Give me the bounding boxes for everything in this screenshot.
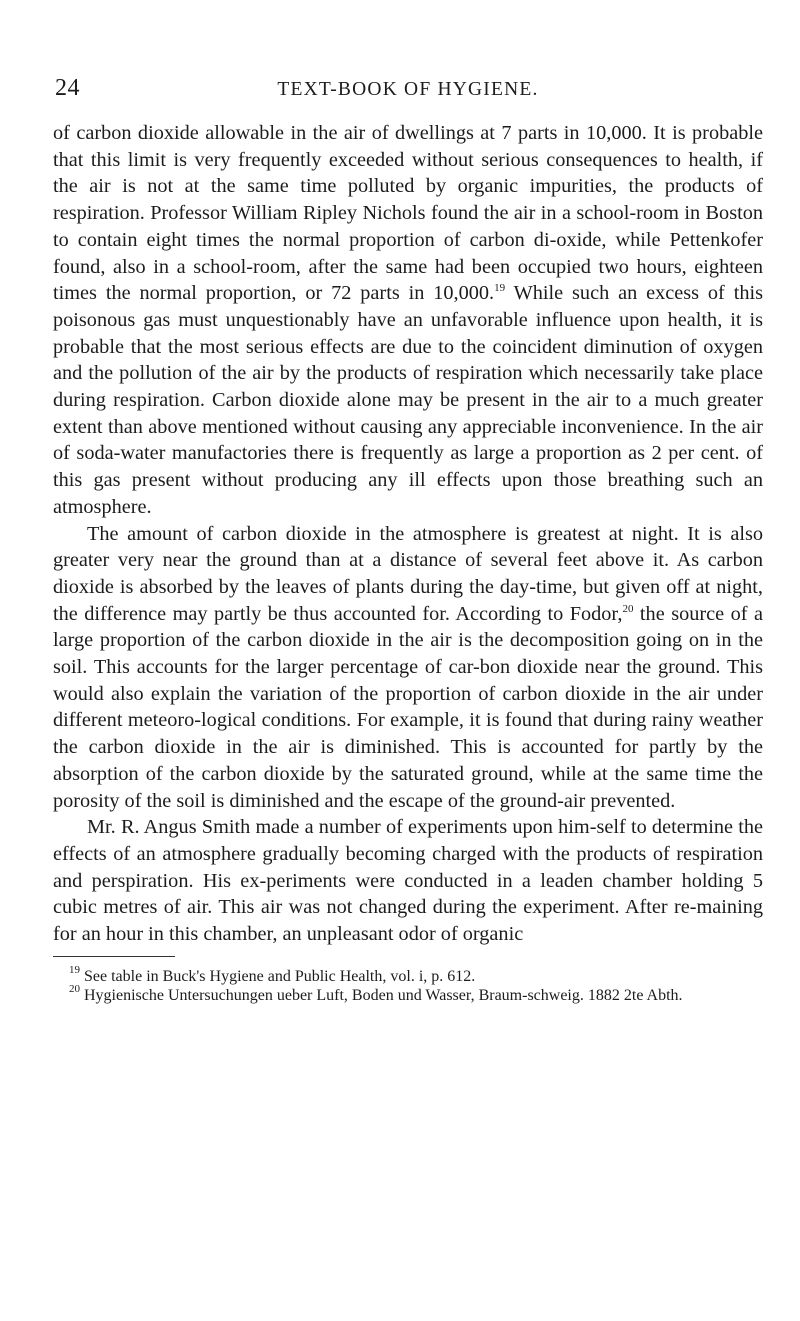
footnote-ref-20: 20 <box>622 602 634 615</box>
paragraph-1-text-b: While such an excess of this poisonous gas must unquestionably have an unfavorable influence upon health, it is probable that the most serious effects are due to the coincident diminution of oxygen and the pollution of the air by the products of respiration which necessarily take place during respiration. Carbon dioxide alone may be present in the air to a much greater extent than above mentioned without causing any appreciable inconvenience. In the air of soda-water manufactories there is frequently as large a proportion as 2 per cent. of this gas present without producing any ill effects upon those breathing such an atmosphere. <box>53 282 763 518</box>
footnote-text: Hygienische Untersuchungen ueber Luft, Boden und Wasser, Braum-schweig. 1882 2te Abth. <box>84 986 683 1004</box>
footnote-marker: 20 <box>69 982 80 995</box>
footnote-19 <box>53 963 763 986</box>
paragraph-3: Mr. R. Angus Smith made a number of experiments upon him-self to determine the effects of an atmosphere gradually becoming charged with the products of respiration and perspiration. His ex-periments were conducted in a leaden chamber holding 5 cubic metres of air. This air was not changed during the experiment. After re-maining for an hour in this chamber, an unpleasant odor of organic <box>53 816 763 946</box>
paragraph-2-text-b: the source of a large proportion of the carbon dioxide in the air is the decomposition going on in the soil. This accounts for the larger percentage of car-bon dioxide near the ground. This would also explain the variation of the proportion of carbon dioxide in the air under different meteoro-logical conditions. For example, it is found that during rainy weather the carbon dioxide in the air is diminished. This is accounted for partly by the absorption of the carbon dioxide by the saturated ground, while at the same time the porosity of the soil is diminished and the escape of the ground-air prevented. <box>53 602 763 812</box>
body-text <box>53 120 763 948</box>
page-number: 24 <box>55 75 80 101</box>
footnote-marker: 19 <box>69 963 80 976</box>
paragraph-2 <box>53 521 763 815</box>
footnote-text: See table in Buck's Hygiene and Public Health, vol. i, p. 612. <box>84 967 476 985</box>
paragraph-2-text-a: The amount of carbon dioxide in the atmosphere is greatest at night. It is also greater very near the ground than at a distance of several feet above it. As carbon dioxide is absorbed by the leaves of plants during the day-time, but given off at night, the difference may partly be thus accounted for. According to Fodor, <box>53 522 763 625</box>
footnote-20 <box>53 982 763 1005</box>
running-title: TEXT-BOOK OF HYGIENE. <box>277 79 539 100</box>
footnote-ref-19: 19 <box>494 282 506 295</box>
book-page <box>53 0 763 1005</box>
paragraph-1 <box>53 120 763 521</box>
running-head <box>53 0 763 120</box>
footnote-divider <box>53 956 175 957</box>
paragraph-1-text-a: of carbon dioxide allowable in the air of dwellings at 7 parts in 10,000. It is probable that this limit is very frequently exceeded without serious consequences to health, if the air is not at the same time polluted by organic impurities, the products of respiration. Professor William Ripley Nichols found the air in a school-room in Boston to contain eight times the normal proportion of carbon di-oxide, while Pettenkofer found, also in a school-room, after the same had been occupied two hours, eighteen times the normal proportion, or 72 parts in 10,000. <box>53 122 763 305</box>
footnotes <box>53 963 763 1005</box>
